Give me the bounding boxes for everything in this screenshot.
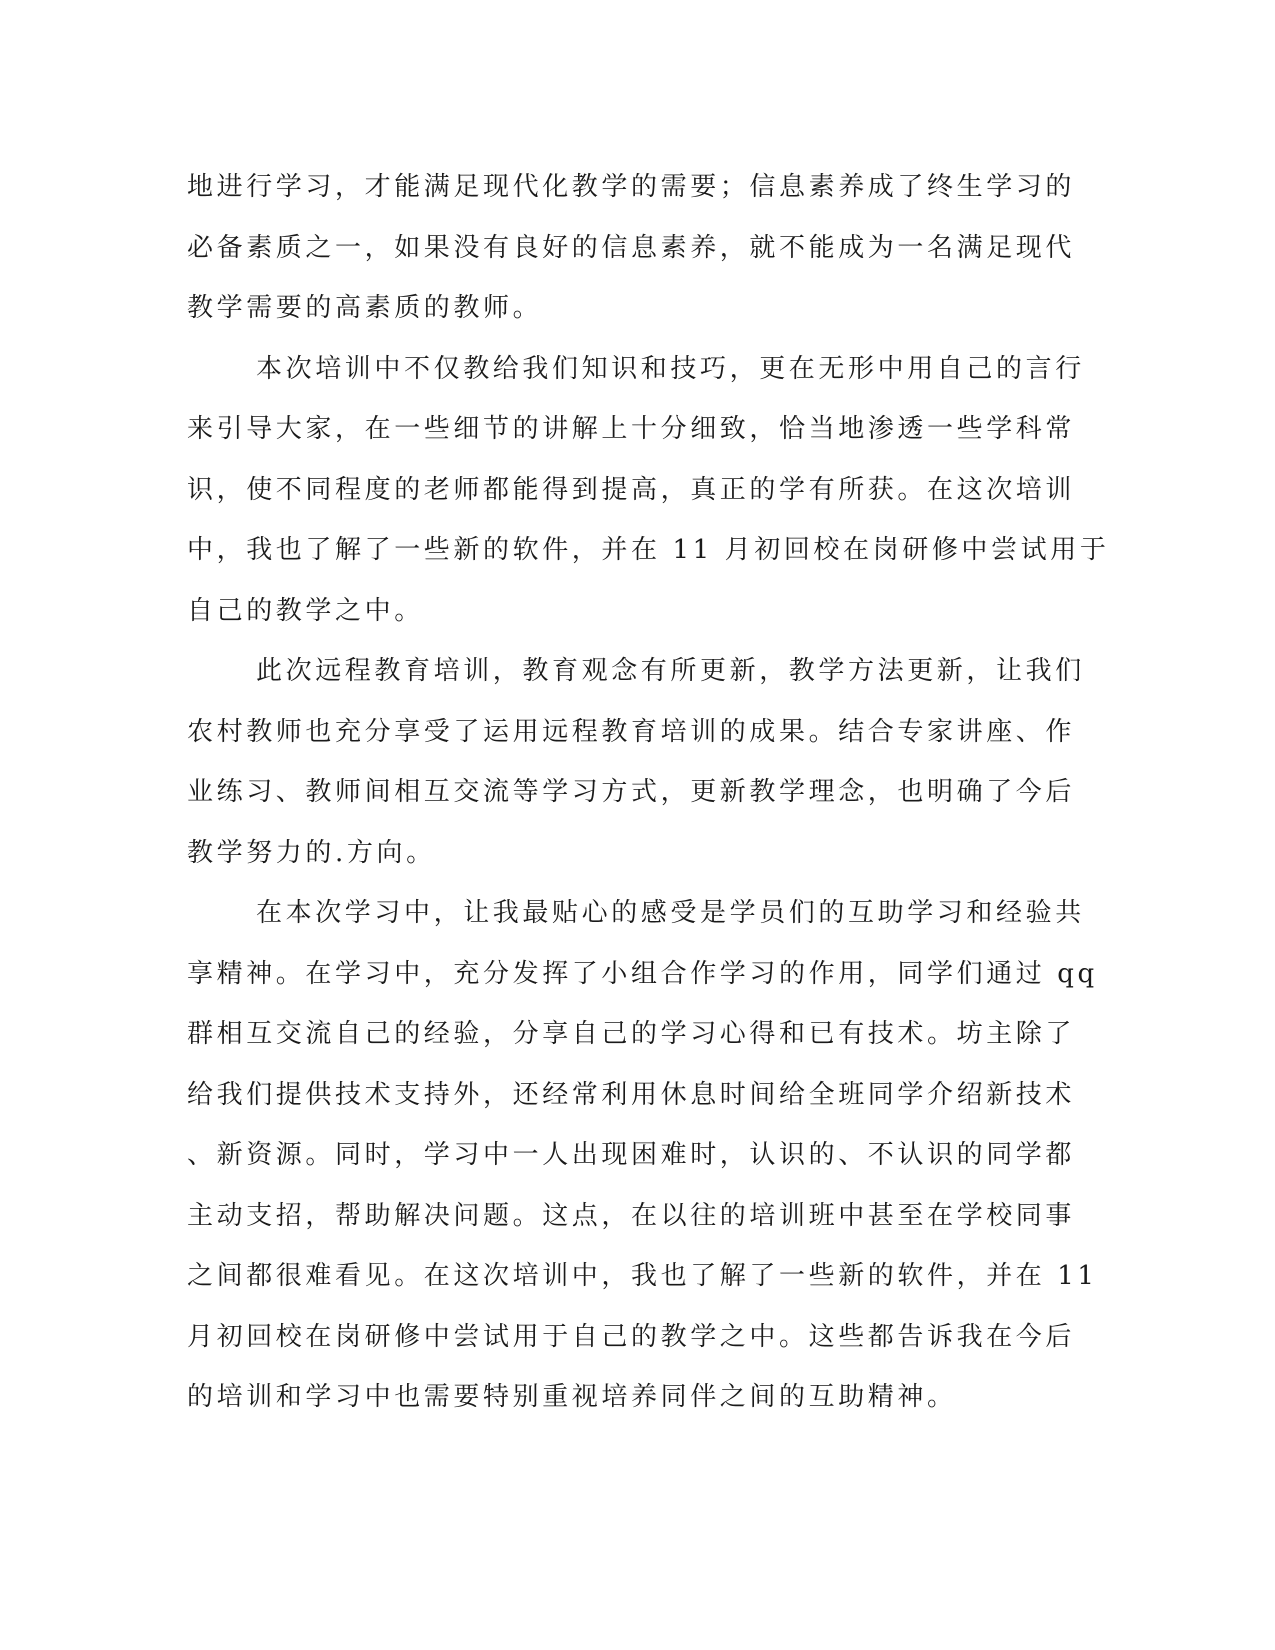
text-line: 地进行学习，才能满足现代化教学的需要；信息素养成了终生学习的: [187, 172, 1076, 202]
text-line-indented: 此次远程教育培训，教育观念有所更新，教学方法更新，让我们: [256, 656, 1085, 686]
text-line: 自己的教学之中。: [187, 595, 424, 626]
text-line: 的培训和学习中也需要特别重视培养同伴之间的互助精神。: [187, 1382, 957, 1412]
text-line: 中，我也了解了一些新的软件，并在 11 月初回校在岗研修中尝试用于: [187, 535, 1110, 565]
text-line: 群相互交流自己的经验，分享自己的学习心得和已有技术。坊主除了: [187, 1019, 1076, 1049]
paragraph-2: [187, 339, 1110, 642]
text-line: 、新资源。同时，学习中一人出现困难时，认识的、不认识的同学都: [187, 1140, 1076, 1170]
text-line: 必备素质之一，如果没有良好的信息素养，就不能成为一名满足现代: [187, 232, 1076, 263]
text-line-indented: 在本次学习中，让我最贴心的感受是学员们的互助学习和经验共: [256, 898, 1085, 928]
text-line: 给我们提供技术支持外，还经常利用休息时间给全班同学介绍新技术: [187, 1079, 1076, 1110]
text-line: 月初回校在岗研修中尝试用于自己的教学之中。这些都告诉我在今后: [187, 1321, 1076, 1352]
text-line: 主动支招，帮助解决问题。这点，在以往的培训班中甚至在学校同事: [187, 1200, 1076, 1231]
text-line: 之间都很难看见。在这次培训中，我也了解了一些新的软件，并在 11: [187, 1261, 1098, 1291]
paragraph-3: [187, 641, 1085, 883]
text-line: 农村教师也充分享受了运用远程教育培训的成果。结合专家讲座、作: [187, 716, 1076, 747]
text-line: 业练习、教师间相互交流等学习方式，更新教学理念，也明确了今后: [187, 777, 1076, 807]
text-line: 识，使不同程度的老师都能得到提高，真正的学有所获。在这次培训: [187, 474, 1076, 505]
text-line: 教学努力的.方向。: [187, 837, 436, 868]
paragraph-4: [187, 883, 1098, 1428]
paragraph-1: [187, 157, 1076, 339]
text-line: 教学需要的高素质的教师。: [187, 293, 543, 323]
text-line: 来引导大家，在一些细节的讲解上十分细致，恰当地渗透一些学科常: [187, 414, 1076, 444]
body-text: [187, 157, 1110, 1428]
text-line-indented: 本次培训中不仅教给我们知识和技巧，更在无形中用自己的言行: [256, 353, 1085, 384]
text-line: 享精神。在学习中，充分发挥了小组合作学习的作用，同学们通过 qq: [187, 958, 1098, 989]
